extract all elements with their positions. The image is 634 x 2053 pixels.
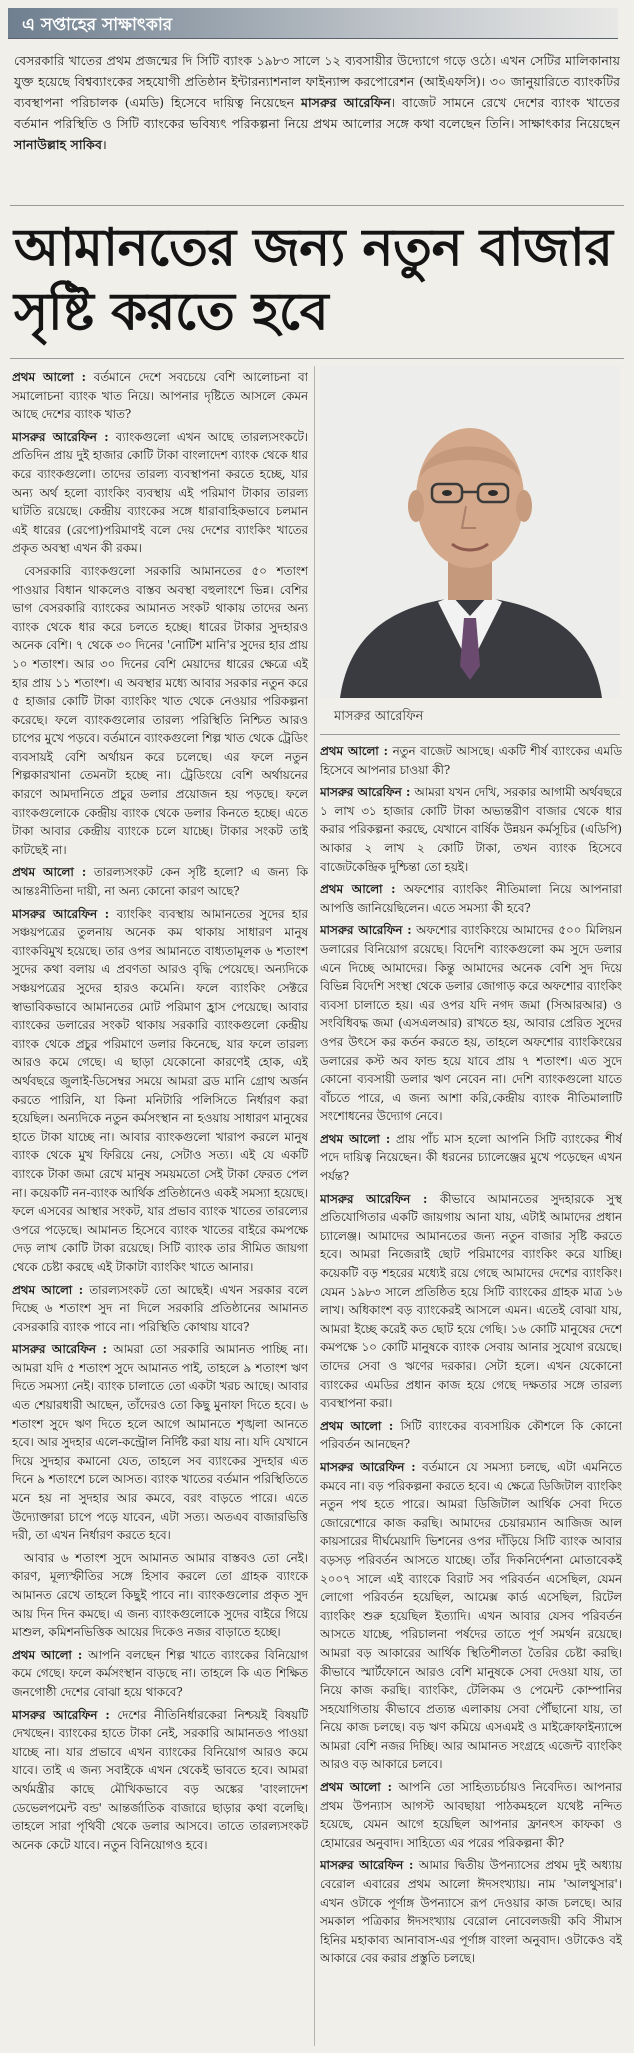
interview-paragraph <box>320 921 622 1126</box>
question-label: প্রথম আলো : <box>320 882 396 897</box>
answer-label: মাসরুর আরেফিন : <box>320 1191 428 1206</box>
question-text: প্রায় পাঁচ মাস হলো আপনি সিটি ব্যাংকের শীর্ষ পদে দায়িত্ব নিয়েছেন। কী ধরনের চ্যালেঞ্জের মুখে পড়েছেন এখন পর্যন্ত? <box>320 1131 622 1184</box>
interview-column-left <box>12 368 308 2043</box>
question-text: অফশোর ব্যাংকিং নীতিমালা নিয়ে আপনারা আপত্তি জানিয়েছিলেন। এতে সমস্যা কী হবে? <box>320 882 622 915</box>
headline-divider <box>10 358 624 359</box>
question-text: বর্তমানে দেশে সবচেয়ে বেশি আলোচনা বা সমালোচনা ব্যাংক খাত নিয়ে। আপনার দৃষ্টিতে আসলে কেমন আছে দেশের ব্যাংক খাত? <box>12 370 308 422</box>
photo-caption-box <box>320 698 620 735</box>
interview-paragraph <box>12 905 308 1277</box>
intro-text-1: বেসরকারি খাতের প্রথম প্রজন্মের দি সিটি ব্যাংক ১৯৮৩ সালে ১২ ব্যবসায়ীর উদ্যোগে গড়ে ওঠে। এখন সেটির মালিকানায় যুক্ত হয়েছে বিশ্বব্যাংকের সহযোগী প্রতিষ্ঠান ইন্টারন্যাশনাল ফাইন্যান্স করপোরেশন (আইএফসি)। ৩০ জানুয়ারিতে ব্যাংকটির ব্যবস্থাপনা পরিচালক (এমডি) হিসেবে দায়িত্ব নিয়েছেন <box>14 53 620 110</box>
question-text: আপনি বলছেন শিল্প খাতে ব্যাংকের বিনিয়োগ কমে গেছে। ফলে কর্মসংস্থান বাড়ছে না। তাহলে কি এত শিক্ষিত জনগোষ্ঠী দেশের বোঝা হয়ে থাকবে? <box>12 1647 308 1699</box>
interview-paragraph <box>12 368 308 424</box>
interview-paragraph <box>320 742 622 779</box>
question-text: সিটি ব্যাংকের ব্যবসায়িক কৌশলে কি কোনো পরিবর্তন আনছেন? <box>320 1418 622 1452</box>
question-text: তারল্যসংকট কেন সৃষ্টি হলো? এ জন্য কি আন্তঃনীতিনা দায়ী, না অন্য কোনো কারণ আছে? <box>12 865 308 899</box>
headline-line-1: আমানতের জন্য নতুন বাজার <box>14 218 613 278</box>
answer-label: মাসরুর আরেফিন : <box>320 785 411 800</box>
question-label: প্রথম আলো : <box>12 1647 83 1662</box>
answer-text: আমরা তো সরকারি আমানত পাচ্ছি না। আমরা যদি ৫ শতাংশ সুদে আমানত পাই, তাহলে ৯ শতাংশ ঋণ দিতে সমস্যা নেই। ব্যাংক চালাতে তো একটা খরচ আছে। আবার এত শেয়ারধারী আছেন, তাঁদেরও তো কিছু মুনাফা দিতে হবে। ৬ শতাংশ সুদে ঋণ দিতে হলে আগে আমানতে শৃঙ্খলা আনতে হবে। আর সুদহার এলে-কন্ট্রোল নির্দিষ্ট করা যায় না। যদি যেখানে দিয়ে সুদহার কমানো যেত, তাহলে সব ব্যাংকের সুদহার এত দিনে ৯ শতাংশে চলে আসত। ব্যাংক খাতের বর্তমান পরিস্থিতিতে মনে হয় না সুদহার আর কমবে, বরং বাড়তে পারে। এতে উদ্যোক্তারা চাপে পড়ে যাবেন, এটা সত্য। অতএব বাজারভিত্তি দরী, তা এখন নির্ধারণ করতে হবে। <box>12 1342 308 1543</box>
question-text: তারল্যসংকট তো আছেই। এখন সরকার বলে দিচ্ছে ৬ শতাংশ সুদ না দিলে সরকারি প্রতিষ্ঠানের আমানত বেসরকারি ব্যাংক পাবে না। পরিস্থিতি কোথায় যাবে? <box>12 1282 308 1334</box>
answer-text: কীভাবে আমানতের সুদহারকে সুস্থ প্রতিযোগিতার একটি জায়গায় আনা যায়, এটাই আমাদের প্রধান চ্যালেঞ্জ। আমাদের আমানতের জন্য নতুন বাজার সৃষ্টি করতে হবে। আমরা নিজেরাই ছোট পরিমাণের ব্যাংকিং করে যাচ্ছি। কয়েকটি বড় শহরের মধ্যেই রয়ে গেছে আমাদের দেশের ব্যাংকিং। যেমন ১৯৮৩ সালে প্রতিষ্ঠিত হয়ে সিটি ব্যাংকের গ্রাহক মাত্র ১৬ লাখ। অধিকাংশ বড় ব্যাংকেরই আসলে এমন। এতেই বোঝা যায়, আমরা ইচ্ছে করেই কত ছোট হয়ে গেছি। ১৬ কোটি মানুষের দেশে কমপক্ষে ১০ কোটি মানুষকে ব্যাংক সেবায় আনার সুযোগ রয়েছে। তাদের সেবা ও ঋণের দরকার। সেটা হলে। এখন যেকোনো ব্যাংকের এমডির প্রধান কাজ হয়ে গেছে দক্ষতার সঙ্গে তারল্য ব্যবস্থাপনা করা। <box>320 1191 622 1411</box>
section-header-bar <box>8 8 618 39</box>
intro-divider <box>10 205 624 206</box>
interview-paragraph <box>320 1190 622 1413</box>
interview-paragraph <box>12 1706 308 1855</box>
answer-label: মাসরুর আরেফিন : <box>12 906 110 921</box>
portrait-photo <box>320 366 620 698</box>
answer-text: আমার দ্বিতীয় উপন্যাসের প্রথম দুই অধ্যায় বেরোল এবারের প্রথম আলো ঈদসংখ্যায়। নাম 'আলথুসার'। এখন ওটাকে পূর্ণাঙ্গ উপন্যাসে রূপ দেওয়ার কাজ চলছে। আর সমকাল পত্রিকার ঈদসংখ্যায় বেরোল নোবেলজয়ী কবি সীমাস হিনির মহাকাব্য আনাবাস-এর পূর্ণাঙ্গ বাংলা অনুবাদ। ওটাকেও বই আকারে বের করার প্রস্তুতি চলছে। <box>320 1858 622 1966</box>
headline-line-2: সৃষ্টি করতে হবে <box>14 282 329 342</box>
answer-text: অফশোর ব্যাংকিংয়ে আমাদের ৫০০ মিলিয়ন ডলারের বিনিয়োগ রয়েছে। বিদেশি ব্যাংকগুলো কম সুদে ডলার এনে দিচ্ছে আমাদের। কিন্তু আমাদের অনেক বেশি সুদ দিয়ে বিভিন্ন বিদেশি সংস্থা থেকে ডলার জোগাড় করে অফশোর ব্যাংকিং ব্যবসা চালাতে হয়। এর ওপর যদি নগদ জমা (সিআরআর) ও সংবিধিবদ্ধ জমা (এসএলআর) রাখতে হয়, আবার প্রেরিত সুদের ওপর উৎসে কর কর্তন করতে হয়, তাহলে অফশোর ব্যাংকিংয়ের ডলারের কস্ট অব ফান্ড হয়ে যাবে প্রায় ৭ শতাংশ। এত সুদে কোনো ব্যবসায়ী ডলার ঋণ নেবেন না। দেশি ব্যাংকগুলো যাতে বাঁচতে পারে, এ জন্য আশা করি,কেন্দ্রীয় ব্যাংক নীতিমালাটি সংশোধনের উদ্যোগ নেবে। <box>320 923 622 1124</box>
question-label: প্রথম আলো : <box>320 1418 394 1433</box>
interview-paragraph <box>320 880 622 917</box>
intro-paragraph <box>14 50 620 155</box>
answer-text: আমরা যখন দেখি, সরকার আগামী অর্থবছরে ১ লাখ ৩১ হাজার কোটি টাকা অভ্যন্তরীণ বাজার থেকে ধার করার পরিকল্পনা করছে, যেখানে বার্ষিক উন্নয়ন কর্মসূচির (এডিপি) আকার ২ লাখ ২ কোটি টাকা, তখন ব্যাংক হিসেবে বাজেটকেন্দ্রিক দুশ্চিন্তা তো হয়ই। <box>320 785 622 874</box>
interview-paragraph <box>12 428 308 558</box>
answer-text: ব্যাংকগুলো এখন আছে তারল্যসংকটে। প্রতিদিন প্রায় দুই হাজার কোটি টাকা বাংলাদেশ ব্যাংক থেকে ধার করে ব্যাংকগুলো। তাদের তারল্য ব্যবস্থাপনা করতে হচ্ছে, যার অন্য অর্থ হলো ব্যাংকিং ব্যবস্থায় এই পরিমাণ টাকার তারল্য ঘাটতি রয়েছে। কেন্দ্রীয় ব্যাংকের সঙ্গে ধারাবাহিকভাবে চলমান এই ধারের (রেপো)পরিমাণই বলে দেয় দেশের ব্যাংকিং খাতের প্রকৃত অবস্থা এখন কী রকম। <box>12 429 308 556</box>
interview-paragraph <box>320 1417 622 1454</box>
question-text: নতুন বাজেট আসছে। একটি শীর্ষ ব্যাংকের এমডি হিসেবে আপনার চাওয়া কী? <box>320 744 622 777</box>
question-label: প্রথম আলো : <box>12 865 87 880</box>
intro-text-2: । বাজেট সামনে রেখে দেশের ব্যাংক খাতের বর্তমান পরিস্থিতি ও সিটি ব্যাংকের ভবিষ্যৎ পরিকল্পনা নিয়ে প্রথম আলোর সঙ্গে কথা বলেছেন তিনি। সাক্ষাৎকার নিয়েছেন <box>14 95 620 131</box>
answer-label: মাসরুর আরেফিন : <box>320 1858 414 1873</box>
interview-paragraph <box>12 1340 308 1545</box>
answer-text: বর্তমানে যে সমস্যা চলছে, এটা এমনিতে কমবে না। বড় পরিকল্পনা করতে হবে। এ ক্ষেত্রে ডিজিটাল ব্যাংকিং নতুন পথ হতে পারে। আমরা ডিজিটাল আর্থিক সেবা দিতে জোরেশোরে কাজ করছি। আমাদের চেয়ারম্যান আজিজ আল কায়সারের দীর্ঘমেয়াদি ভিশনের ওপর দাঁড়িয়ে সিটি ব্যাংক আবার বড়সড় পরিবর্তন আসতে যাচ্ছে। তাঁর দিকনির্দেশনা মোতাবেকই ২০০৭ সালে এই ব্যাংকে বিরাট সব পরিবর্তন এসেছিল, যেমন লোগো পরিবর্তন হয়েছিল, আমেক্স কার্ড এসেছিল, রিটেল ব্যাংকিং শুরু হয়েছিল ইত্যাদি। এখন আবার যেসব পরিবর্তন আসতে যাচ্ছে, পরিচালনা পর্ষদের তাতে পূর্ণ সমর্থন রয়েছে। আমরা বড় আকারের আর্থিক স্থিতিশীলতা তৈরির চেষ্টা করছি। কীভাবে স্মার্টফোনে আরও বেশি মানুষকে সেবা দেওয়া যায়, তা নিয়ে কাজ করছি। ব্যাংকিং, টেলিকম ও পেমেন্ট কোম্পানির সহযোগিতায় কীভাবে প্রত্যন্ত এলাকায় সেবা পৌঁছানো যায়, তা নিয়ে কাজ চলছে। বড় ঋণ কমিয়ে এসএমই ও মাইক্রোফাইন্যান্সে আমরা বেশি নজর দিচ্ছি। আর আমানত সংগ্রহে এজেন্ট ব্যাংকিং আরও বড় আকারে চলবে। <box>320 1459 622 1772</box>
answer-text: আবার ৬ শতাংশ সুদে আমানত আমার বাস্তবও তো নেই। কারণ, মূল্যস্ফীতির সঙ্গে হিসাব করলে তো গ্রাহক ব্যাংকে আমানত রেখে তাহলে কিছুই পাবে না। ব্যাংকগুলোর প্রকৃত সুদ আয় দিন দিন কমছে। এ জন্য ব্যাংকগুলোকে সুদের বাইরে গিয়ে মাশুল, কমিশনভিত্তিক আয়ের দিকেও নজর বাড়াতে হচ্ছে। <box>12 1550 308 1640</box>
answer-text: বেসরকারি ব্যাংকগুলো সরকারি আমানতের ৫০ শতাংশ পাওয়ার বিধান থাকলেও বাস্তব অবস্থা বহুলাংশে ভিন্ন। বেশির ভাগ বেসরকারি ব্যাংকের আমানত সংকট থাকায় তাদের অন্য ব্যাংক থেকে ধার করে চলতে হচ্ছে। ধারের টাকার সুদহারও অনেক বেশি। ৭ থেকে ৩০ দিনের 'নোটিশ মানি'র সুদের হার প্রায় ১০ শতাংশ। আর ৩০ দিনের বেশি মেয়াদের ধারের ক্ষেত্রে এই হার প্রায় ১১ শতাংশ। এ অবস্থার মধ্যে আবার সরকার নতুন করে ৫ হাজার কোটি টাকা ব্যাংকিং খাত থেকে নেওয়ার পরিকল্পনা করেছে। ফলে ব্যাংকগুলোর তারল্য পরিস্থিতি নিশ্চিত আরও চাপের মুখে পড়বে। বর্তমানে ব্যাংকগুলো শিল্প খাত থেকে ট্রেডিং ব্যবসায়ই বেশি অর্থায়ন করে চলেছে। এর ফলে নতুন শিল্পকারখানা তেমনটা হচ্ছে না। ট্রেডিংয়ে বেশি অর্থায়নের কারণে আমদানিতে প্রচুর ডলার প্রয়োজন হয় পড়ছে। ফলে ব্যাংকগুলোকে কেন্দ্রীয় ব্যাংক থেকে ডলার কিনতে হচ্ছে। এতে টাকা আবার কেন্দ্রীয় ব্যাংকে চলে যাচ্ছে। টাকার সংকট তাই কাটছেই না। <box>12 563 308 857</box>
interview-paragraph <box>12 1281 308 1337</box>
photo-caption: মাসরুর আরেফিন <box>334 709 424 724</box>
answer-label: মাসরুর আরেফিন : <box>12 1707 110 1722</box>
portrait-illustration <box>320 366 620 698</box>
answer-label: মাসরুর আরেফিন : <box>12 429 109 444</box>
intro-name-interviewee: মাসরুর আরেফিন <box>301 95 391 110</box>
intro-name-interviewer: সানাউল্লাহ সাকিব <box>14 137 102 152</box>
interview-paragraph <box>12 863 308 900</box>
question-text: আপনি তো সাহিত্যচর্চায়ও নিবেদিত। আপনার প্রথম উপন্যাস আগস্ট আবছায়া পাঠকমহলে যথেষ্ট নন্দিত হয়েছে, যেমন আগে হয়েছিল আপনার ফ্রানৎস কাফকা ও হোমারের অনুবাদ। সাহিত্যে এর পরের পরিকল্পনা কী? <box>320 1780 622 1850</box>
interview-paragraph <box>320 1458 622 1774</box>
section-label: এ সপ্তাহের সাক্ষাৎকার <box>22 15 173 35</box>
interview-paragraph <box>320 1130 622 1186</box>
interview-paragraph <box>320 1778 622 1852</box>
interview-paragraph <box>320 1856 622 1968</box>
question-label: প্রথম আলো : <box>12 1282 84 1297</box>
answer-label: মাসরুর আরেফিন : <box>12 1342 107 1357</box>
answer-label: মাসরুর আরেফিন : <box>320 923 412 938</box>
question-label: প্রথম আলো : <box>320 1131 391 1146</box>
question-label: প্রথম আলো : <box>12 370 87 384</box>
interview-column-right <box>320 742 622 2042</box>
interview-paragraph <box>12 562 308 860</box>
headline <box>14 216 624 344</box>
answer-label: মাসরুর আরেফিন : <box>320 1459 416 1474</box>
answer-text: দেশের নীতিনির্ধারকেরা নিশ্চয়ই বিষয়টি দেখছেন। ব্যাংকের হাতে টাকা নেই, সরকারি আমানতও পাওয়া যাচ্ছে না। যার প্রভাবে এখন ব্যাংকের বিনিয়োগ আরও কমে যাবে। তাই এ জন্য সবাইকে এখন থেকেই ভাবতে হবে। আমরা অর্থমন্ত্রীর কাছে মৌখিকভাবে বড় অঙ্কের 'বাংলাদেশ ডেভেলপমেন্ট বন্ড' আন্তর্জাতিক বাজারে ছাড়ার কথা বলেছি। তাহলে সারা পৃথিবী থেকে ডলার আসবে। তাতে তারল্যসংকট অনেক কেটে যাবে। নতুন বিনিয়োগও হবে। <box>12 1707 308 1852</box>
question-label: প্রথম আলো : <box>320 1780 392 1795</box>
interview-paragraph <box>320 783 622 876</box>
interview-paragraph <box>12 1646 308 1702</box>
intro-text-3: । <box>101 137 107 152</box>
interview-paragraph <box>12 1549 308 1642</box>
column-divider <box>314 366 315 2046</box>
question-label: প্রথম আলো : <box>320 744 388 758</box>
answer-text: ব্যাংকিং ব্যবস্থায় আমানতের সুদের হার সঞ্চয়পত্রের তুলনায় অনেক কম থাকায় সাধারণ মানুষ ব্যাংকবিমুখ হয়েছে। তার ওপর আমানতে বাধ্যতামূলক ৬ শতাংশ সুদের কথা বলায় এ প্রবণতা আরও বৃদ্ধি পেয়েছে। অন্যদিকে সঞ্চয়পত্রের সুদের হারও কমেনি। ফলে ব্যাংকিং সেক্টরে স্বাভাবিকভাবে আমানতের মোট পরিমাণ হ্রাস পেয়েছে। আবার ব্যাংকের ডলারের সংকট থাকায় সরকারি ব্যাংকগুলো কেন্দ্রীয় ব্যাংক থেকে প্রচুর পরিমাণে ডলার কিনেছে, যার ফলে তারল্য আরও কমে গেছে। এ ছাড়া যেকোনো কারণেই হোক, এই অর্থবছরে জুলাই-ডিসেম্বর সময়ে আমরা ব্রড মানি গ্রোথ অর্জন করতে পারিনি, যা কিনা মনিটারি পলিসিতে নির্ধারণ করা হয়েছিল। অন্যদিকে নতুন কর্মসংস্থান না হওয়ায় সাধারণ মানুষের হাতে টাকা যাচ্ছে না। আবার ব্যাংকগুলো খারাপ করলে মানুষ ব্যাংক থেকে মুখ ফিরিয়ে নেয়, সেটাও সত্য। এই যে একটি ব্যাংকে টাকা জমা রেখে মানুষ সময়মতো সেই টাকা ফেরত পেল না। কয়েকটি নন-ব্যাংক আর্থিক প্রতিষ্ঠানেও একই সমস্যা হয়েছে। ফলে এসবের আস্থার সংকট, যার প্রভাব ব্যাংক খাতের তারল্যের ওপরে পড়েছে। আমানত হিসেবে ব্যাংক খাতের বাইরে কমপক্ষে দেড় লাখ কোটি টাকা রয়েছে। সিটি ব্যাংক তার সীমিত জায়গা থেকে চেষ্টা করছে এই টাকাটা ব্যাংকিং খাতে আনার। <box>12 906 308 1274</box>
